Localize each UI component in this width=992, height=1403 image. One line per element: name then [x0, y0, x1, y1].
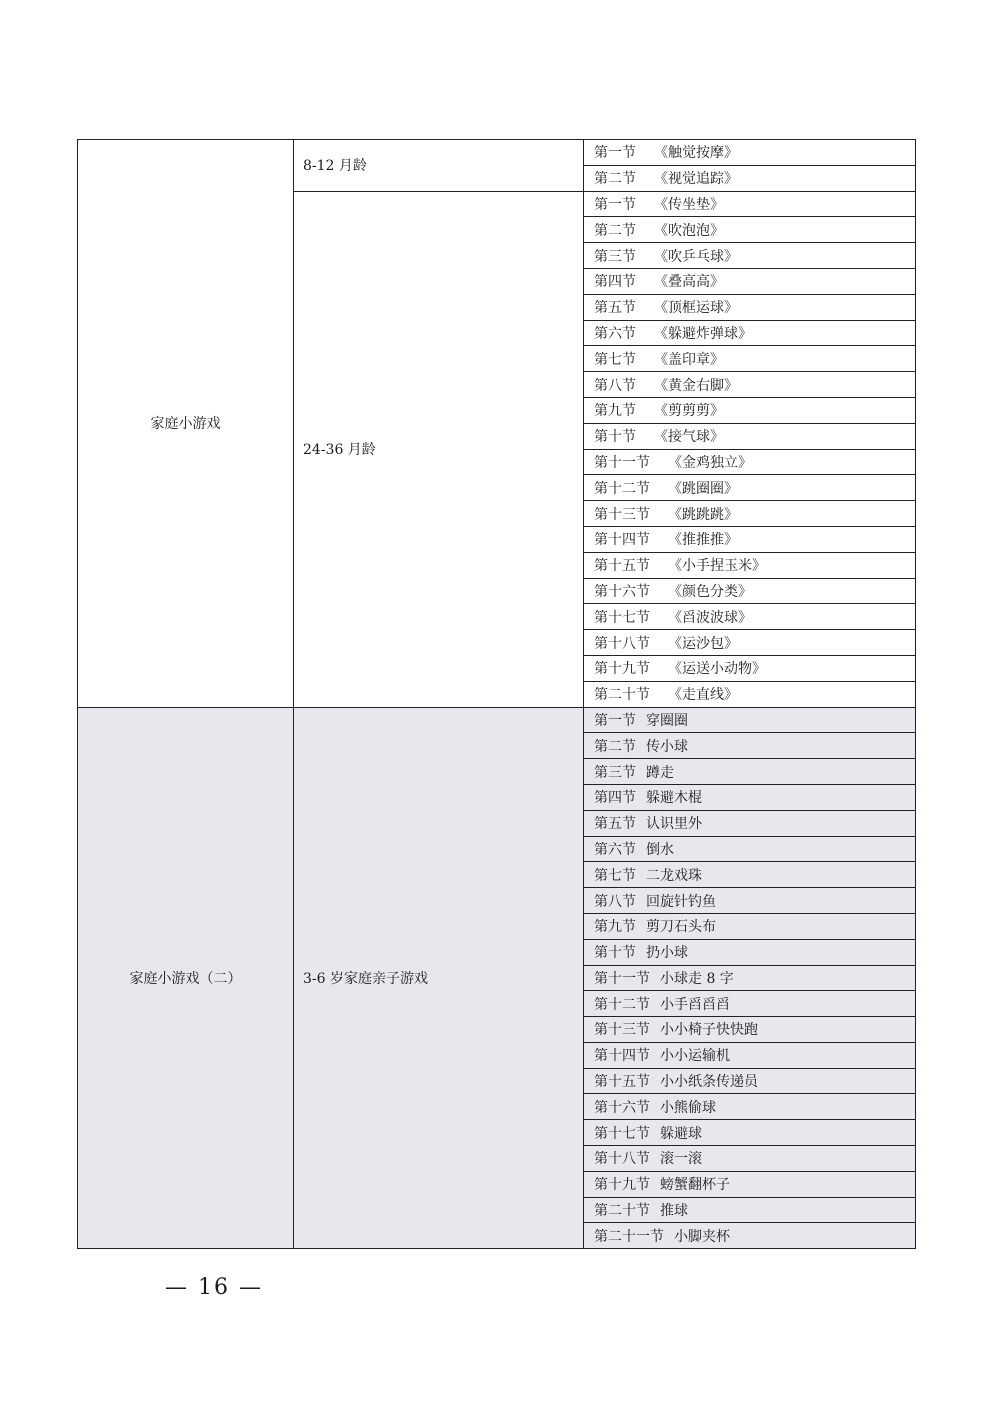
category-cell: 家庭小游戏	[78, 140, 294, 708]
lesson-cell	[584, 552, 916, 578]
lesson-title: 小球走 8 字	[660, 970, 734, 987]
lesson-title: 《小手捏玉米》	[668, 558, 766, 575]
lesson-section: 第七节	[594, 351, 636, 368]
lesson-cell	[584, 1094, 916, 1120]
age-range-cell: 3-6 岁家庭亲子游戏	[294, 707, 584, 1249]
lesson-title: 躲避木棍	[646, 790, 702, 807]
lesson-section: 第七节	[594, 867, 636, 884]
age-range-cell: 8-12 月龄	[294, 140, 584, 192]
lesson-cell	[584, 268, 916, 294]
lesson-title: 《走直线》	[668, 687, 738, 704]
lesson-title: 《接气球》	[654, 429, 724, 446]
lesson-cell	[584, 526, 916, 552]
lesson-cell	[584, 294, 916, 320]
lesson-section: 第一节	[594, 145, 636, 162]
lesson-section: 第十九节	[594, 661, 650, 678]
lesson-section: 第二节	[594, 171, 636, 188]
lesson-section: 第二节	[594, 222, 636, 239]
lesson-cell	[584, 862, 916, 888]
lesson-section: 第五节	[594, 300, 636, 317]
lesson-section: 第九节	[594, 403, 636, 420]
lesson-section: 第一节	[594, 196, 636, 213]
lesson-section: 第十节	[594, 429, 636, 446]
lesson-cell	[584, 1042, 916, 1068]
lesson-cell	[584, 243, 916, 269]
lesson-section: 第八节	[594, 893, 636, 910]
lesson-title: 小熊偷球	[660, 1099, 716, 1116]
lesson-cell	[584, 759, 916, 785]
lesson-section: 第六节	[594, 841, 636, 858]
lesson-title: 扔小球	[646, 945, 688, 962]
lesson-title: 《黄金右脚》	[654, 377, 738, 394]
lesson-cell	[584, 578, 916, 604]
lesson-section: 第十七节	[594, 609, 650, 626]
lesson-section: 第五节	[594, 816, 636, 833]
lesson-title: 小小椅子快快跑	[660, 1022, 758, 1039]
lesson-section: 第十四节	[594, 532, 650, 549]
lesson-cell	[584, 655, 916, 681]
lesson-cell	[584, 939, 916, 965]
lesson-title: 《颜色分类》	[668, 583, 752, 600]
lesson-title: 《吹乒乓球》	[654, 248, 738, 265]
lesson-section: 第九节	[594, 919, 636, 936]
lesson-title: 传小球	[646, 738, 688, 755]
lesson-title: 躲避球	[660, 1125, 702, 1142]
lesson-title: 《舀波波球》	[668, 609, 752, 626]
lesson-section: 第十五节	[594, 1074, 650, 1091]
lesson-section: 第二十节	[594, 687, 650, 704]
lesson-cell	[584, 1120, 916, 1146]
lesson-title: 小小运输机	[660, 1048, 730, 1065]
lesson-title: 滚一滚	[660, 1151, 702, 1168]
lesson-section: 第三节	[594, 764, 636, 781]
lesson-cell	[584, 888, 916, 914]
lesson-section: 第四节	[594, 274, 636, 291]
table-row	[78, 707, 916, 733]
lesson-section: 第十八节	[594, 1151, 650, 1168]
lesson-cell	[584, 165, 916, 191]
lesson-cell	[584, 604, 916, 630]
lesson-cell	[584, 810, 916, 836]
lesson-section: 第十五节	[594, 558, 650, 575]
lesson-section: 第十二节	[594, 996, 650, 1013]
lesson-section: 第八节	[594, 377, 636, 394]
page-number: — 16 —	[165, 1275, 263, 1300]
lesson-section: 第十节	[594, 945, 636, 962]
lesson-title: 《跳圈圈》	[668, 480, 738, 497]
lesson-cell	[584, 707, 916, 733]
lesson-section: 第二十一节	[594, 1228, 664, 1245]
lesson-section: 第十七节	[594, 1125, 650, 1142]
lesson-title: 二龙戏珠	[646, 867, 702, 884]
lesson-cell	[584, 449, 916, 475]
lesson-title: 螃蟹翻杯子	[660, 1177, 730, 1194]
lesson-cell	[584, 965, 916, 991]
lesson-cell	[584, 346, 916, 372]
lesson-section: 第十三节	[594, 1022, 650, 1039]
lesson-cell	[584, 320, 916, 346]
table-row	[78, 140, 916, 166]
lesson-title: 《触觉按摩》	[654, 145, 738, 162]
lesson-cell	[584, 397, 916, 423]
lesson-section: 第六节	[594, 325, 636, 342]
lesson-title: 《金鸡独立》	[668, 454, 752, 471]
lesson-title: 《跳跳跳》	[668, 506, 738, 523]
lesson-title: 《运沙包》	[668, 635, 738, 652]
lesson-cell	[584, 681, 916, 707]
age-range-cell: 24-36 月龄	[294, 191, 584, 707]
lesson-section: 第三节	[594, 248, 636, 265]
lesson-title: 蹲走	[646, 764, 674, 781]
lesson-section: 第二十节	[594, 1203, 650, 1220]
lesson-cell	[584, 1197, 916, 1223]
lesson-cell	[584, 784, 916, 810]
lesson-title: 小脚夹杯	[674, 1228, 730, 1245]
lesson-title: 《叠高高》	[654, 274, 724, 291]
lesson-title: 《传坐垫》	[654, 196, 724, 213]
lesson-cell	[584, 191, 916, 217]
lesson-section: 第十九节	[594, 1177, 650, 1194]
lesson-title: 小手舀舀舀	[660, 996, 730, 1013]
lesson-cell	[584, 913, 916, 939]
lesson-cell	[584, 991, 916, 1017]
lesson-title: 回旋针钓鱼	[646, 893, 716, 910]
lesson-section: 第十六节	[594, 583, 650, 600]
lesson-cell	[584, 501, 916, 527]
lesson-section: 第十一节	[594, 970, 650, 987]
lesson-cell	[584, 475, 916, 501]
lesson-cell	[584, 217, 916, 243]
lesson-title: 《顶框运球》	[654, 300, 738, 317]
lesson-section: 第十二节	[594, 480, 650, 497]
course-table-body	[78, 140, 916, 1249]
lesson-title: 《视觉追踪》	[654, 171, 738, 188]
lesson-section: 第一节	[594, 712, 636, 729]
lesson-title: 穿圈圈	[646, 712, 688, 729]
lesson-section: 第十一节	[594, 454, 650, 471]
lesson-section: 第十三节	[594, 506, 650, 523]
lesson-section: 第四节	[594, 790, 636, 807]
lesson-cell	[584, 733, 916, 759]
course-table	[77, 139, 916, 1249]
lesson-cell	[584, 1171, 916, 1197]
lesson-cell	[584, 1146, 916, 1172]
lesson-title: 《剪剪剪》	[654, 403, 724, 420]
lesson-title: 小小纸条传递员	[660, 1074, 758, 1091]
lesson-cell	[584, 1223, 916, 1249]
lesson-section: 第十六节	[594, 1099, 650, 1116]
lesson-title: 《吹泡泡》	[654, 222, 724, 239]
lesson-title: 《盖印章》	[654, 351, 724, 368]
lesson-cell	[584, 836, 916, 862]
lesson-cell	[584, 630, 916, 656]
lesson-title: 倒水	[646, 841, 674, 858]
lesson-title: 《推推推》	[668, 532, 738, 549]
lesson-section: 第十八节	[594, 635, 650, 652]
category-cell: 家庭小游戏（二）	[78, 707, 294, 1249]
lesson-cell	[584, 1068, 916, 1094]
lesson-cell	[584, 140, 916, 166]
lesson-title: 《运送小动物》	[668, 661, 766, 678]
lesson-cell	[584, 423, 916, 449]
lesson-cell	[584, 1017, 916, 1043]
lesson-cell	[584, 372, 916, 398]
lesson-title: 《躲避炸弹球》	[654, 325, 752, 342]
lesson-section: 第二节	[594, 738, 636, 755]
lesson-title: 推球	[660, 1203, 688, 1220]
lesson-title: 认识里外	[646, 816, 702, 833]
lesson-title: 剪刀石头布	[646, 919, 716, 936]
lesson-section: 第十四节	[594, 1048, 650, 1065]
